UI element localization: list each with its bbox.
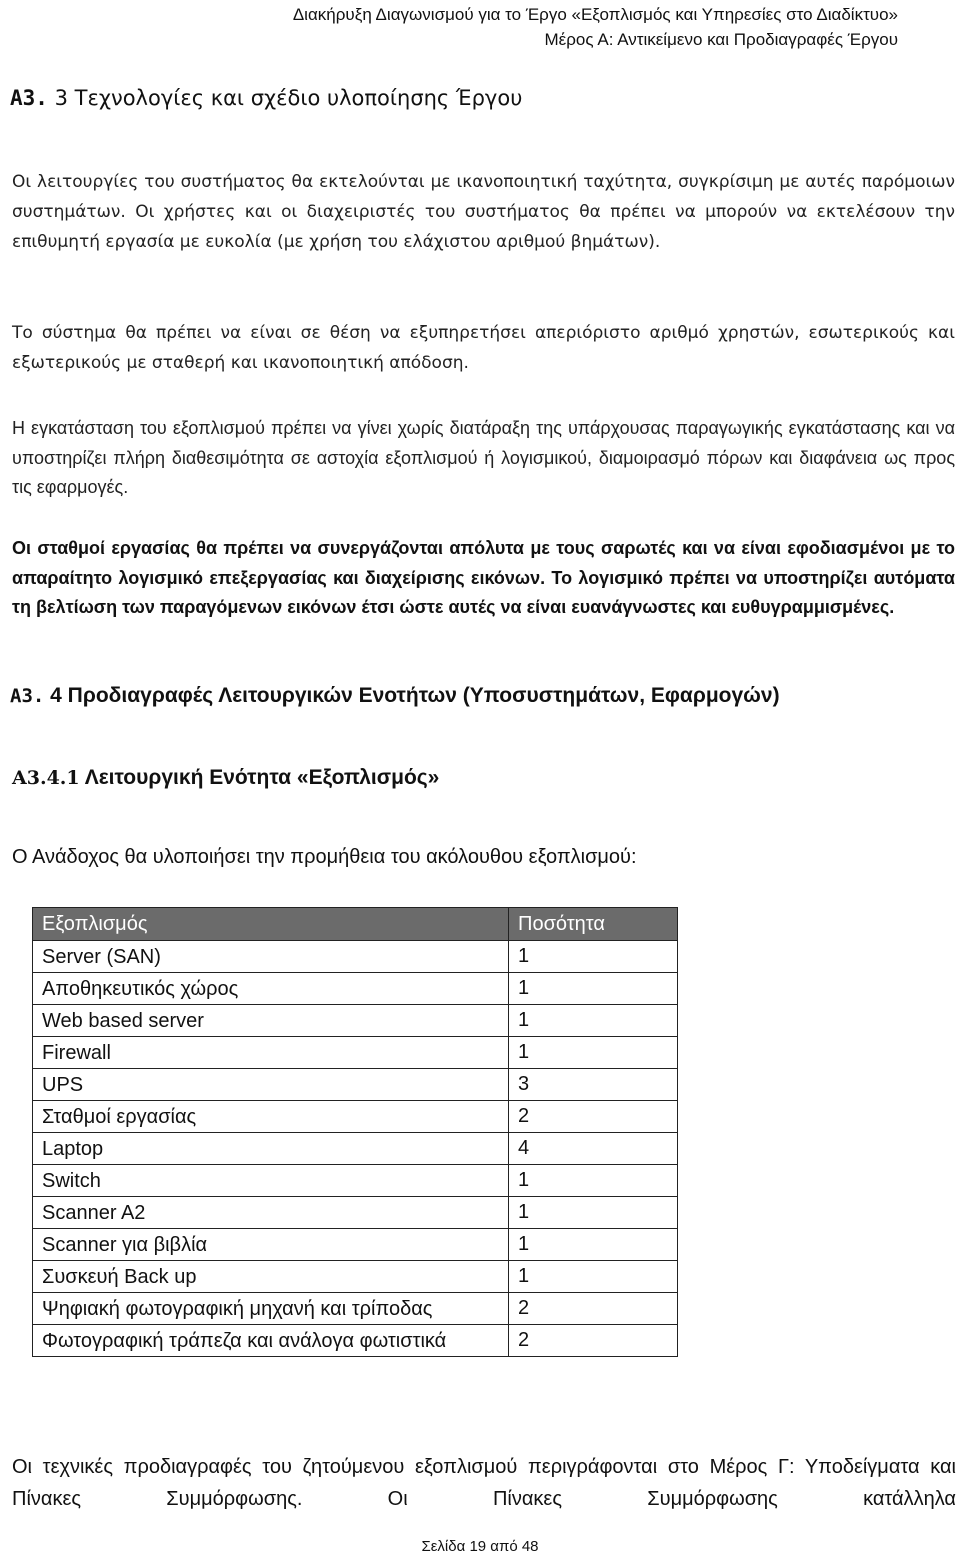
table-row [33, 1261, 678, 1293]
equipment-name: Scanner A2 [33, 1197, 509, 1229]
table-header-row [33, 908, 678, 941]
equipment-name: Firewall [33, 1037, 509, 1069]
closing-paragraph: Οι τεχνικές προδιαγραφές του ζητούμενου εξοπλισμού περιγράφονται στο Μέρος Γ: Υποδείγματα και Πίνακες Συμμόρφωσης. Οι Πίνακες Συμμόρφωσης κατάλληλα [12, 1456, 956, 1510]
equipment-name: Φωτογραφική τράπεζα και ανάλογα φωτιστικά [33, 1325, 509, 1357]
header-title: Διακήρυξη Διαγωνισμού για το Έργο «Εξοπλισμός και Υπηρεσίες στο Διαδίκτυο» [292, 5, 898, 24]
table-row [33, 1101, 678, 1133]
equipment-qty: 2 [509, 1101, 678, 1133]
table-row [33, 1069, 678, 1101]
table-row [33, 941, 678, 973]
section-title: 4 Προδιαγραφές Λειτουργικών Ενοτήτων (Υποσυστημάτων, Εφαρμογών) [50, 684, 780, 707]
section-code: Α3.4.1 [12, 767, 80, 789]
equipment-intro: Ο Ανάδοχος θα υλοποιήσει την προμήθεια του ακόλουθου εξοπλισμού: [12, 846, 637, 868]
equipment-name: UPS [33, 1069, 509, 1101]
table-row [33, 1037, 678, 1069]
table-row [33, 1293, 678, 1325]
paragraph-scalability: Το σύστημα θα πρέπει να είναι σε θέση να εξυπηρετήσει απεριόριστο αριθμό χρηστών, εσωτερικούς και εξωτερικούς με σταθερή και ικανοποιητική απόδοση. [12, 323, 955, 373]
paragraph-performance: Οι λειτουργίες του συστήματος θα εκτελούνται με ικανοποιητική ταχύτητα, συγκρίσιμη με αυτές παρόμοιων συστημάτων. Οι χρήστες και οι διαχειριστές του συστήματος θα πρέπει να μπορούν να εκτελέσουν την επιθυμητή εργασία με ευκολία (με χρήση του ελάχιστου αριθμού βημάτων). [12, 172, 955, 252]
section-heading-a3-3 [10, 86, 522, 110]
table-row [33, 1325, 678, 1357]
column-header-quantity: Ποσότητα [509, 908, 678, 941]
section-heading-a3-4 [10, 684, 780, 708]
header-subtitle: Μέρος Α: Αντικείμενο και Προδιαγραφές Έργου [544, 30, 898, 49]
section-title: Λειτουργική Ενότητα «Εξοπλισμός» [84, 766, 440, 789]
section-title: 3 Τεχνολογίες και σχέδιο υλοποίησης Έργου [54, 86, 523, 110]
equipment-qty: 1 [509, 1197, 678, 1229]
equipment-qty: 1 [509, 941, 678, 973]
equipment-qty: 3 [509, 1069, 678, 1101]
page-number: Σελίδα 19 από 48 [421, 1538, 539, 1555]
equipment-table [32, 907, 678, 1357]
equipment-qty: 1 [509, 1229, 678, 1261]
equipment-qty: 1 [509, 973, 678, 1005]
table-row [33, 1229, 678, 1261]
table-row [33, 1005, 678, 1037]
equipment-qty: 1 [509, 1037, 678, 1069]
table-row [33, 1133, 678, 1165]
equipment-qty: 4 [509, 1133, 678, 1165]
table-row [33, 1165, 678, 1197]
equipment-qty: 1 [509, 1261, 678, 1293]
equipment-name: Αποθηκευτικός χώρος [33, 973, 509, 1005]
section-heading-a3-4-1 [12, 766, 439, 790]
equipment-name: Switch [33, 1165, 509, 1197]
equipment-qty: 2 [509, 1293, 678, 1325]
equipment-name: Συσκευή Back up [33, 1261, 509, 1293]
section-code: Α3. [10, 86, 48, 110]
equipment-name: Server (SAN) [33, 941, 509, 973]
table-row [33, 973, 678, 1005]
equipment-name: Σταθμοί εργασίας [33, 1101, 509, 1133]
paragraph-installation: Η εγκατάσταση του εξοπλισμού πρέπει να γίνει χωρίς διατάραξη της υπάρχουσας παραγωγικής εγκατάστασης και να υποστηρίζει πλήρη διαθεσιμότητα σε αστοχία εξοπλισμού ή λογισμικού, διαμοιρασμό πόρων και διαφάνεια ως προς τις εφαρμογές. [12, 418, 955, 497]
equipment-name: Web based server [33, 1005, 509, 1037]
equipment-qty: 1 [509, 1005, 678, 1037]
section-code: Α3. [10, 685, 45, 707]
equipment-name: Laptop [33, 1133, 509, 1165]
equipment-qty: 2 [509, 1325, 678, 1357]
equipment-name: Scanner για βιβλία [33, 1229, 509, 1261]
table-row [33, 1197, 678, 1229]
equipment-qty: 1 [509, 1165, 678, 1197]
equipment-name: Ψηφιακή φωτογραφική μηχανή και τρίποδας [33, 1293, 509, 1325]
page-header [293, 2, 898, 52]
column-header-equipment: Εξοπλισμός [33, 908, 509, 941]
paragraph-workstations: Οι σταθμοί εργασίας θα πρέπει να συνεργάζονται απόλυτα με τους σαρωτές και να είναι εφοδιασμένοι με το απαραίτητο λογισμικό επεξεργασίας και διαχείρισης εικόνων. Το λογισμικό πρέπει να υποστηρίζει αυτόματα τη βελτίωση των παραγόμενων εικόνων έτσι ώστε αυτές να είναι ευανάγνωστες και ευθυγραμμισμένες. [12, 538, 955, 617]
